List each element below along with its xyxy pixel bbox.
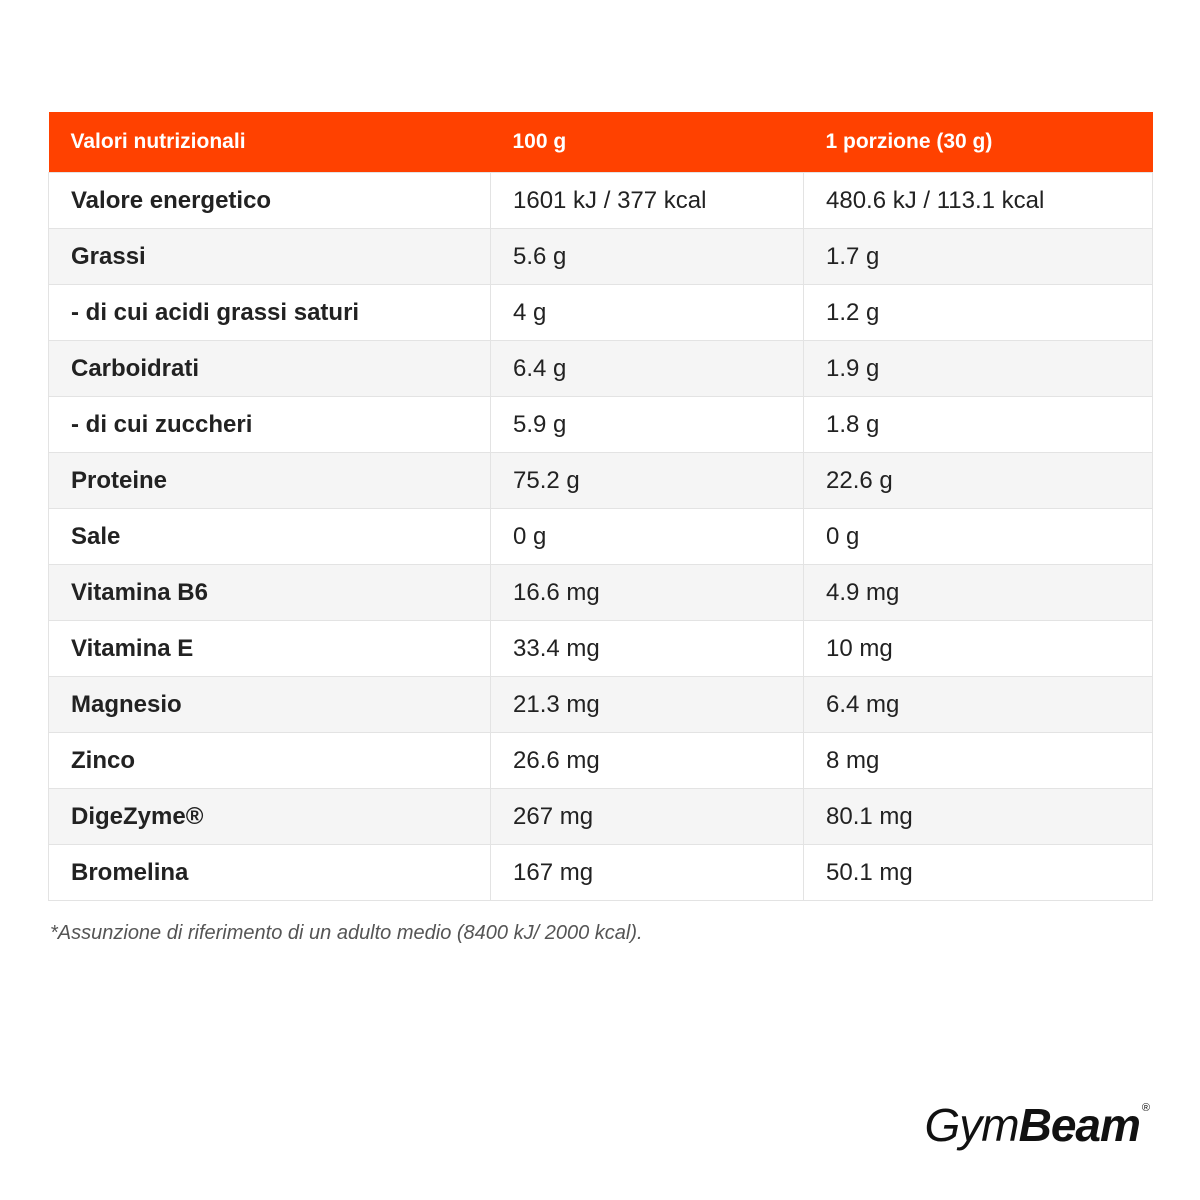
value-per-serving: 22.6 g [804,453,1153,509]
value-per-100g: 4 g [491,285,804,341]
nutrient-name: Vitamina E [49,621,491,677]
value-per-serving: 1.8 g [804,397,1153,453]
table-row [49,789,1153,845]
table-row [49,341,1153,397]
nutrient-name: Vitamina B6 [49,565,491,621]
value-per-100g: 21.3 mg [491,677,804,733]
value-per-100g: 5.6 g [491,229,804,285]
logo-part-beam: Beam [1018,1099,1140,1151]
value-per-serving: 480.6 kJ / 113.1 kcal [804,173,1153,229]
nutrient-name: - di cui acidi grassi saturi [49,285,491,341]
value-per-100g: 267 mg [491,789,804,845]
nutrient-name: Bromelina [49,845,491,901]
value-per-100g: 1601 kJ / 377 kcal [491,173,804,229]
nutrient-name: Carboidrati [49,341,491,397]
table-row [49,229,1153,285]
nutrient-name: - di cui zuccheri [49,397,491,453]
table-row [49,733,1153,789]
value-per-serving: 1.7 g [804,229,1153,285]
header-per-100g: 100 g [491,112,804,173]
value-per-100g: 75.2 g [491,453,804,509]
table-row [49,173,1153,229]
nutrient-name: Valore energetico [49,173,491,229]
value-per-100g: 16.6 mg [491,565,804,621]
table-row [49,453,1153,509]
value-per-serving: 6.4 mg [804,677,1153,733]
nutrient-name: Sale [49,509,491,565]
value-per-serving: 50.1 mg [804,845,1153,901]
table-row [49,565,1153,621]
value-per-serving: 80.1 mg [804,789,1153,845]
nutrient-name: Zinco [49,733,491,789]
value-per-serving: 4.9 mg [804,565,1153,621]
value-per-100g: 26.6 mg [491,733,804,789]
value-per-serving: 8 mg [804,733,1153,789]
value-per-serving: 10 mg [804,621,1153,677]
table-row [49,677,1153,733]
nutrition-table [48,112,1153,901]
table-header-row [49,112,1153,173]
table-row [49,509,1153,565]
footnote: *Assunzione di riferimento di un adulto medio (8400 kJ/ 2000 kcal). [50,922,643,944]
table-row [49,285,1153,341]
nutrient-name: Grassi [49,229,491,285]
registered-mark: ® [1141,1102,1150,1114]
value-per-100g: 6.4 g [491,341,804,397]
nutrient-name: Magnesio [49,677,491,733]
table-row [49,845,1153,901]
value-per-100g: 33.4 mg [491,621,804,677]
nutrient-name: DigeZyme® [49,789,491,845]
table-row [49,397,1153,453]
header-nutrient: Valori nutrizionali [49,112,491,173]
value-per-serving: 1.9 g [804,341,1153,397]
value-per-100g: 167 mg [491,845,804,901]
nutrition-table-container [48,112,1152,901]
value-per-100g: 0 g [491,509,804,565]
nutrient-name: Proteine [49,453,491,509]
value-per-serving: 0 g [804,509,1153,565]
value-per-100g: 5.9 g [491,397,804,453]
header-per-serving: 1 porzione (30 g) [804,112,1153,173]
logo-part-gym: Gym [924,1099,1019,1151]
value-per-serving: 1.2 g [804,285,1153,341]
table-row [49,621,1153,677]
gymbeam-logo [924,1098,1150,1152]
